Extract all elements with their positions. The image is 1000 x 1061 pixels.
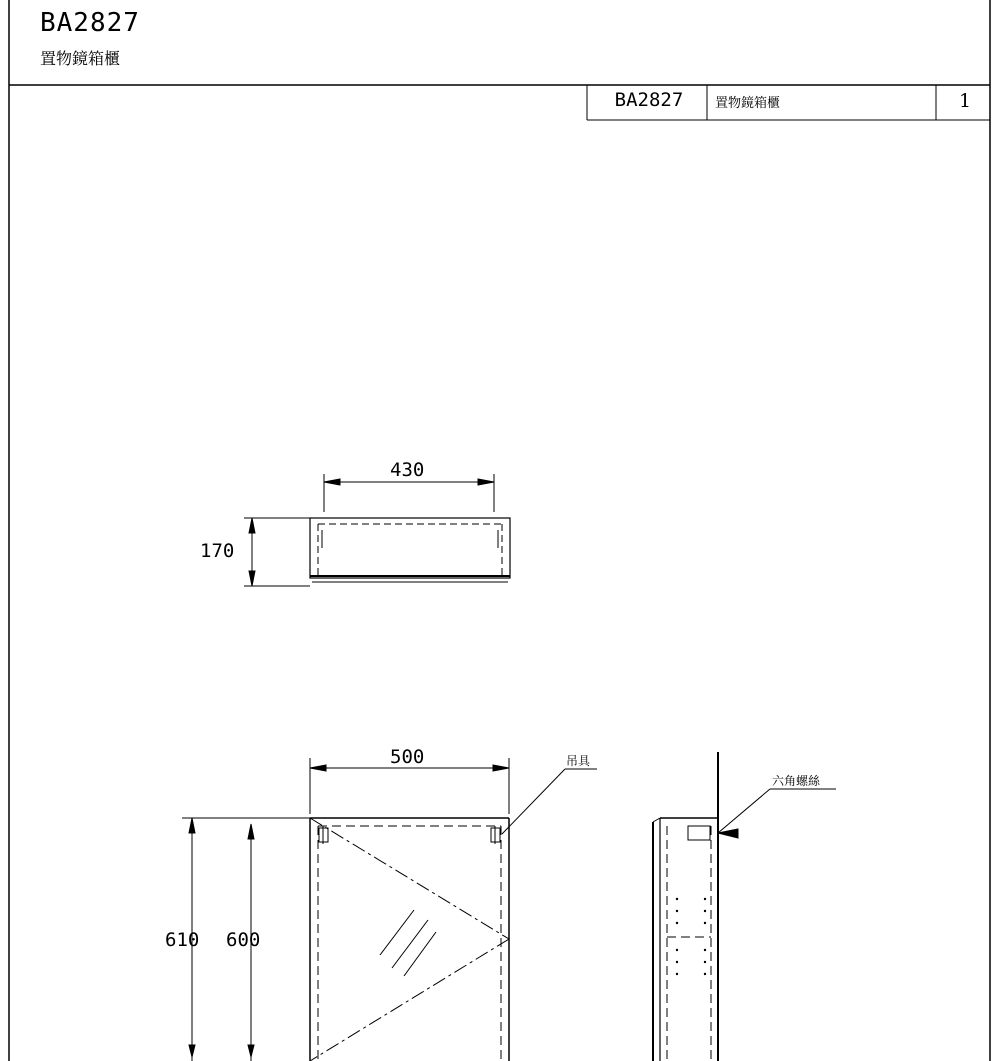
dim-top-depth: 170 [200, 540, 235, 562]
top-view [244, 474, 510, 586]
side-view [653, 752, 836, 1061]
dim-top-width: 430 [390, 459, 425, 481]
title-block-name: 置物鏡箱櫃 [715, 96, 781, 111]
sheet-border [9, 0, 990, 1061]
dim-front-width: 500 [390, 746, 425, 768]
drawing-name: 置物鏡箱櫃 [40, 49, 121, 68]
title-block-sheet: 1 [958, 90, 972, 112]
label-hex-screw: 六角螺絲 [772, 774, 821, 788]
front-view [182, 758, 597, 1061]
dim-front-height-outer: 610 [165, 929, 200, 951]
title-block-code: BA2827 [614, 89, 684, 111]
drawing-code: BA2827 [40, 8, 140, 38]
label-hanger: 吊具 [566, 754, 591, 768]
dim-front-height-inner: 600 [226, 929, 261, 951]
